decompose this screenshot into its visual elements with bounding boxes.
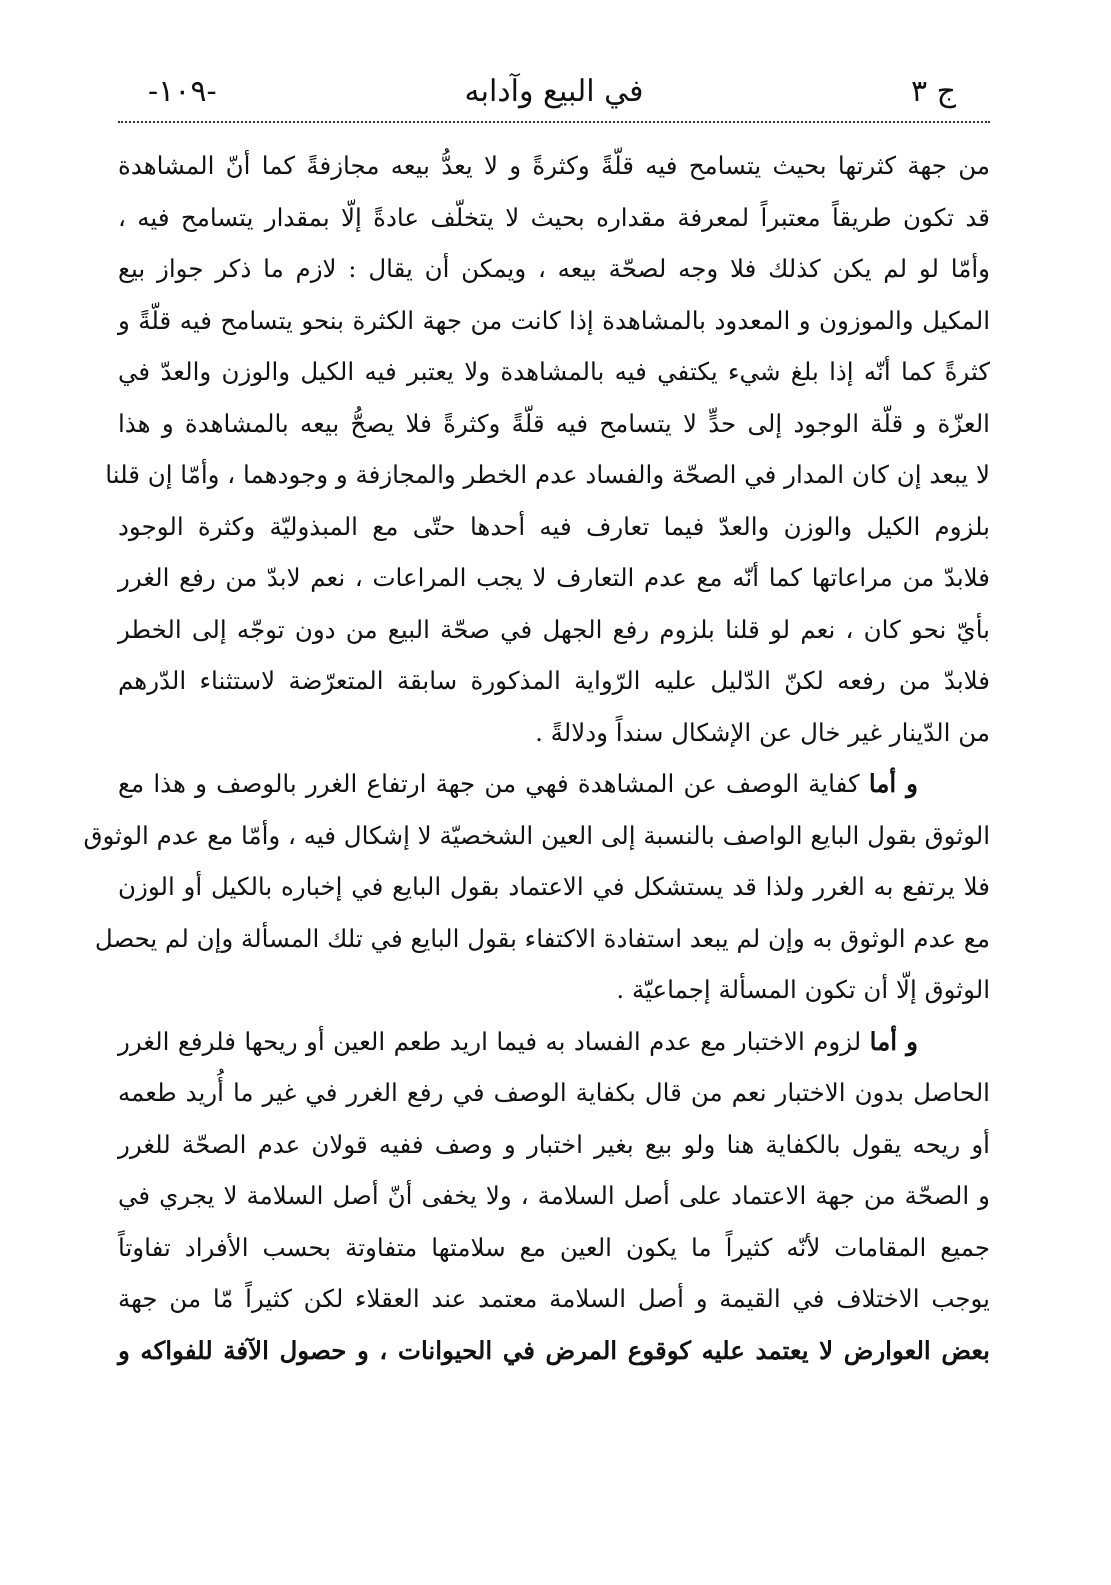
text-line: الحاصل بدون الاختبار نعم من قال بكفاية الوصف في رفع الغرر في غير ما أُريد طعمه bbox=[118, 1078, 990, 1107]
text-line: الوثوق إلّا أن تكون المسألة إجماعيّة . bbox=[616, 975, 990, 1004]
main-text bbox=[83, 140, 990, 1376]
paragraph-2 bbox=[83, 758, 990, 1016]
text-line: لا يبعد إن كان المدار في الصحّة والفساد عدم الخطر والمجازفة و وجودهما ، وأمّا إن قلنا bbox=[105, 460, 990, 489]
paragraph-1 bbox=[105, 140, 990, 758]
text-line: كفاية الوصف عن المشاهدة فهي من جهة ارتفاع الغرر بالوصف و هذا مع bbox=[118, 769, 860, 798]
text-line-lead bbox=[118, 758, 990, 810]
paragraph-lead: و أما bbox=[869, 1026, 918, 1056]
text-line: فلابدّ من مراعاتها كما أنّه مع عدم التعارف لا يجب المراعات ، نعم لابدّ من رفع الغرر bbox=[118, 563, 990, 592]
text-line: فلا يرتفع به الغرر ولذا قد يستشكل في الاعتماد بقول البايع في إخباره بالكيل أو الوزن bbox=[118, 872, 990, 901]
header-divider bbox=[118, 121, 990, 123]
text-line: كثرةً كما أنّه إذا بلغ شيء يكتفي فيه بالمشاهدة ولا يعتبر فيه الكيل والوزن والعدّ في bbox=[118, 357, 990, 386]
text-line: من جهة كثرتها بحيث يتسامح فيه قلّةً وكثرةً و لا يعدُّ بيعه مجازفةً كما أنّ المشاهدة bbox=[118, 151, 990, 180]
text-line: بلزوم الكيل والوزن والعدّ فيما تعارف فيه أحدها حتّى مع المبذوليّة وكثرة الوجود bbox=[118, 511, 990, 541]
page-number: -١٠٩- bbox=[148, 74, 217, 109]
running-title: في البيع وآدابه bbox=[464, 74, 644, 109]
text-line: لزوم الاختبار مع عدم الفساد به فيما اريد طعم العين أو ريحها فلرفع الغرر bbox=[118, 1026, 862, 1056]
text-line: مع عدم الوثوق به وإن لم يبعد استفادة الاكتفاء بقول البايع في تلك المسألة وإن لم يحصل bbox=[94, 923, 990, 953]
page-header bbox=[118, 68, 990, 124]
paragraph-3 bbox=[118, 1016, 990, 1377]
text-line: وأمّا لو لم يكن كذلك فلا وجه لصحّة بيعه ، ويمكن أن يقال : لازم ما ذكر جواز بيع bbox=[118, 254, 990, 283]
text-line: أو ريحه يقول بالكفاية هنا ولو بيع بغير اختبار و وصف ففيه قولان عدم الصحّة للغرر bbox=[118, 1129, 990, 1159]
text-line: المكيل والموزون و المعدود بالمشاهدة إذا كانت من جهة الكثرة بنحو يتسامح فيه قلّةً و bbox=[118, 305, 990, 335]
text-line: الوثوق بقول البايع الواصف بالنسبة إلى العين الشخصيّة لا إشكال فيه ، وأمّا مع عدم الوثوق bbox=[83, 820, 990, 850]
text-line: يوجب الاختلاف في القيمة و أصل السلامة معتمد عند العقلاء لكن كثيراً مّا من جهة bbox=[118, 1284, 990, 1313]
text-line: العزّة و قلّة الوجود إلى حدٍّ لا يتسامح فيه قلّةً وكثرةً فلا يصحُّ بيعه بالمشاهدة و هذا bbox=[118, 408, 990, 438]
text-line: بعض العوارض لا يعتمد عليه كوقوع المرض في الحيوانات ، و حصول الآفة للفواكه و bbox=[118, 1335, 990, 1365]
text-line-lead bbox=[118, 1016, 990, 1068]
text-line: من الدّينار غير خال عن الإشكال سنداً ودلالةً . bbox=[535, 717, 990, 747]
text-line: جميع المقامات لأنّه كثيراً ما يكون العين مع سلامتها متفاوتة بحسب الأفراد تفاوتاً bbox=[118, 1232, 990, 1262]
paragraph-lead: و أما bbox=[868, 769, 918, 798]
volume-label: ج ٣ bbox=[910, 74, 956, 109]
text-line: فلابدّ من رفعه لكنّ الدّليل عليه الرّواية المذكورة سابقة المتعرّضة لاستثناء الدّرهم bbox=[118, 666, 990, 695]
text-line: و الصحّة من جهة الاعتماد على أصل السلامة ، ولا يخفى أنّ أصل السلامة لا يجري في bbox=[118, 1181, 990, 1210]
text-line: بأيّ نحو كان ، نعم لو قلنا بلزوم رفع الجهل في صحّة البيع من دون توجّه إلى الخطر bbox=[118, 614, 990, 644]
text-line: قد تكون طريقاً معتبراً لمعرفة مقداره بحيث لا يتخلّف عادةً إلّا بمقدار يتسامح فيه ، bbox=[118, 202, 990, 232]
